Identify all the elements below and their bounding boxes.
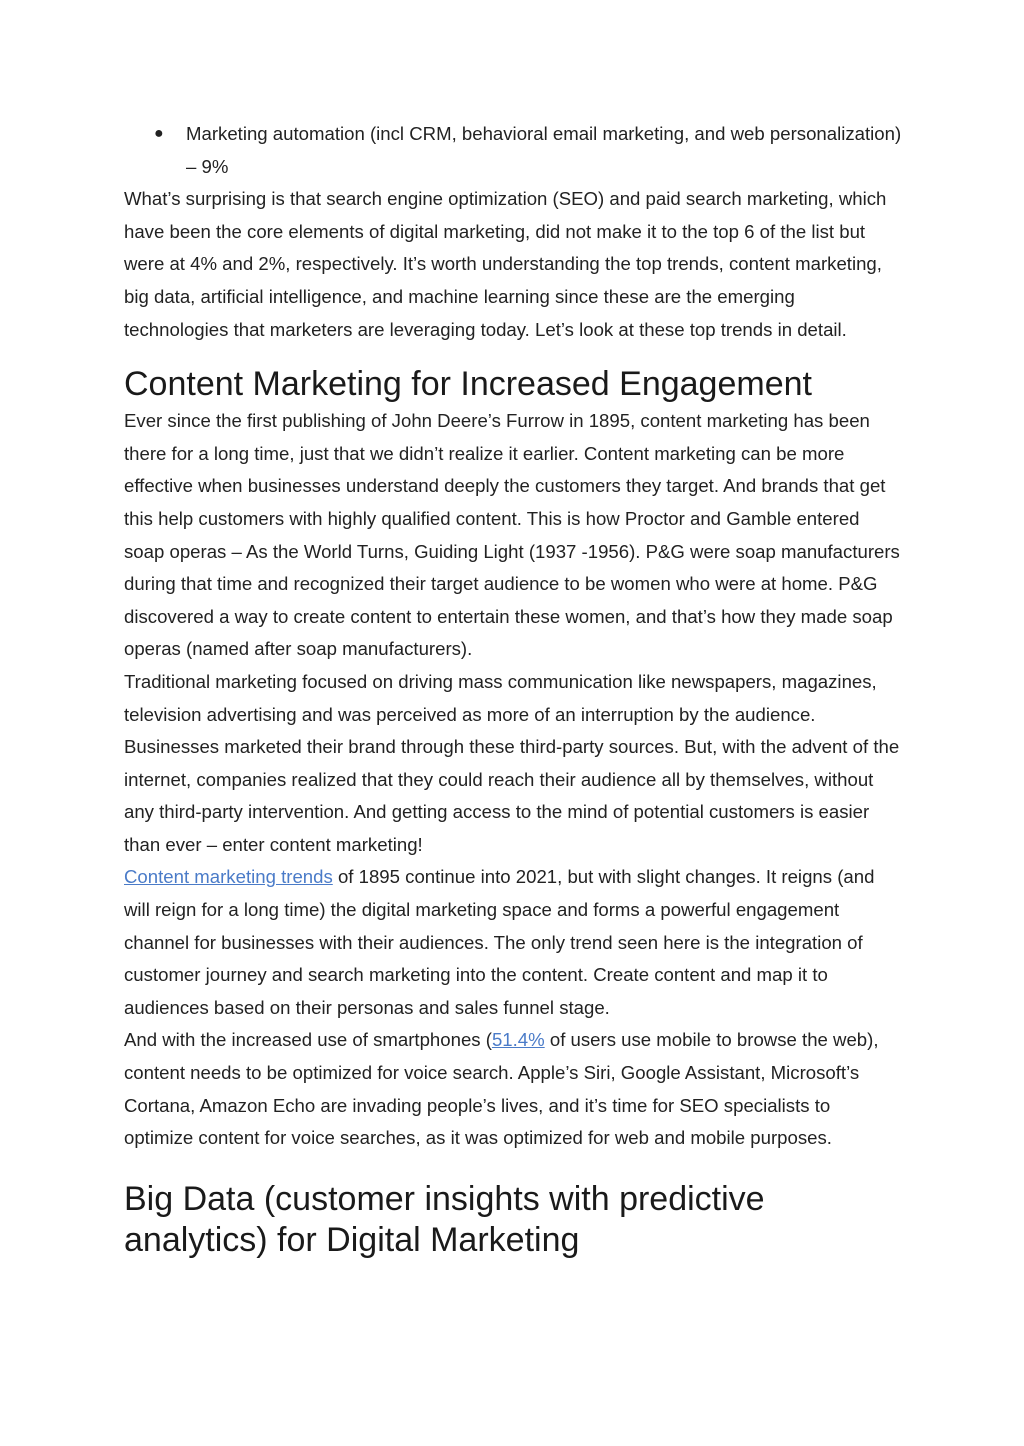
intro-paragraph: What’s surprising is that search engine optimization (SEO) and paid search marketing, which have been the core elements of digital marketing, did not make it to the top 6 of the list but were at 4% and 2%, respectively. It’s worth understanding the top trends, content marketing, big data, artificial intelligence, and machine learning since these are the emerging technologies that marketers are leveraging today. Let’s look at these top trends in detail. — [124, 188, 887, 340]
mobile-stat-link[interactable]: 51.4% — [491, 1029, 545, 1051]
content-marketing-trends-link[interactable]: Content marketing trends — [124, 866, 333, 888]
content-paragraph-3-text: of 1895 continue into 2021, but with slight changes. It reigns (and will reign for a long time) the digital marketing space and forms a powerful engagement channel for businesses with their audiences. The only trend seen here is the integration of customer journey and search marketing into the content. Create content and map it to audiences based on their personas and sales funnel stage. — [124, 866, 875, 1018]
content-paragraph-1: Ever since the first publishing of John Deere’s Furrow in 1895, content marketing has been there for a long time, just that we didn’t realize it earlier. Content marketing can be more effective when businesses understand deeply the customers they target. And brands that get this help customers with highly qualified content. This is how Proctor and Gamble entered soap operas – As the World Turns, Guiding Light (1937 -1956). P&G were soap manufacturers during that time and recognized their target audience to be women who were at home. P&G discovered a way to create content to entertain these women, and that’s how they made soap operas (named after soap manufacturers). — [124, 410, 900, 660]
content-paragraph-4-text-before: And with the increased use of smartphones ( — [124, 1029, 492, 1051]
list-item — [124, 118, 904, 183]
content-paragraph-4 — [124, 1024, 904, 1154]
content-paragraph-3 — [124, 861, 904, 1024]
content-paragraph-2: Traditional marketing focused on driving mass communication like newspapers, magazines, television advertising and was perceived as more of an interruption by the audience. Businesses marketed their brand through these third-party sources. But, with the advent of the internet, companies realized that they could reach their audience all by themselves, without any third-party intervention. And getting access to the mind of potential customers is easier than ever – enter content marketing! — [124, 670, 900, 855]
bullet-text: Marketing automation (incl CRM, behavioral email marketing, and web personalization) – 9% — [186, 123, 902, 177]
content-marketing-heading: Content Marketing for Increased Engagement — [124, 365, 812, 404]
bullet-icon: ● — [154, 125, 164, 142]
content-paragraph-4-text-after: of users use mobile to browse the web), content needs to be optimized for voice search. Apple’s Siri, Google Assistant, Microsoft’s Cortana, Amazon Echo are invading people’s lives, and it’s time for SEO specialists to optimize content for voice searches, as it was optimized for web and mobile purposes. — [124, 1029, 879, 1149]
big-data-heading: Big Data (customer insights with predictive analytics) for Digital Marketing — [124, 1179, 765, 1259]
document-page — [124, 118, 904, 1261]
